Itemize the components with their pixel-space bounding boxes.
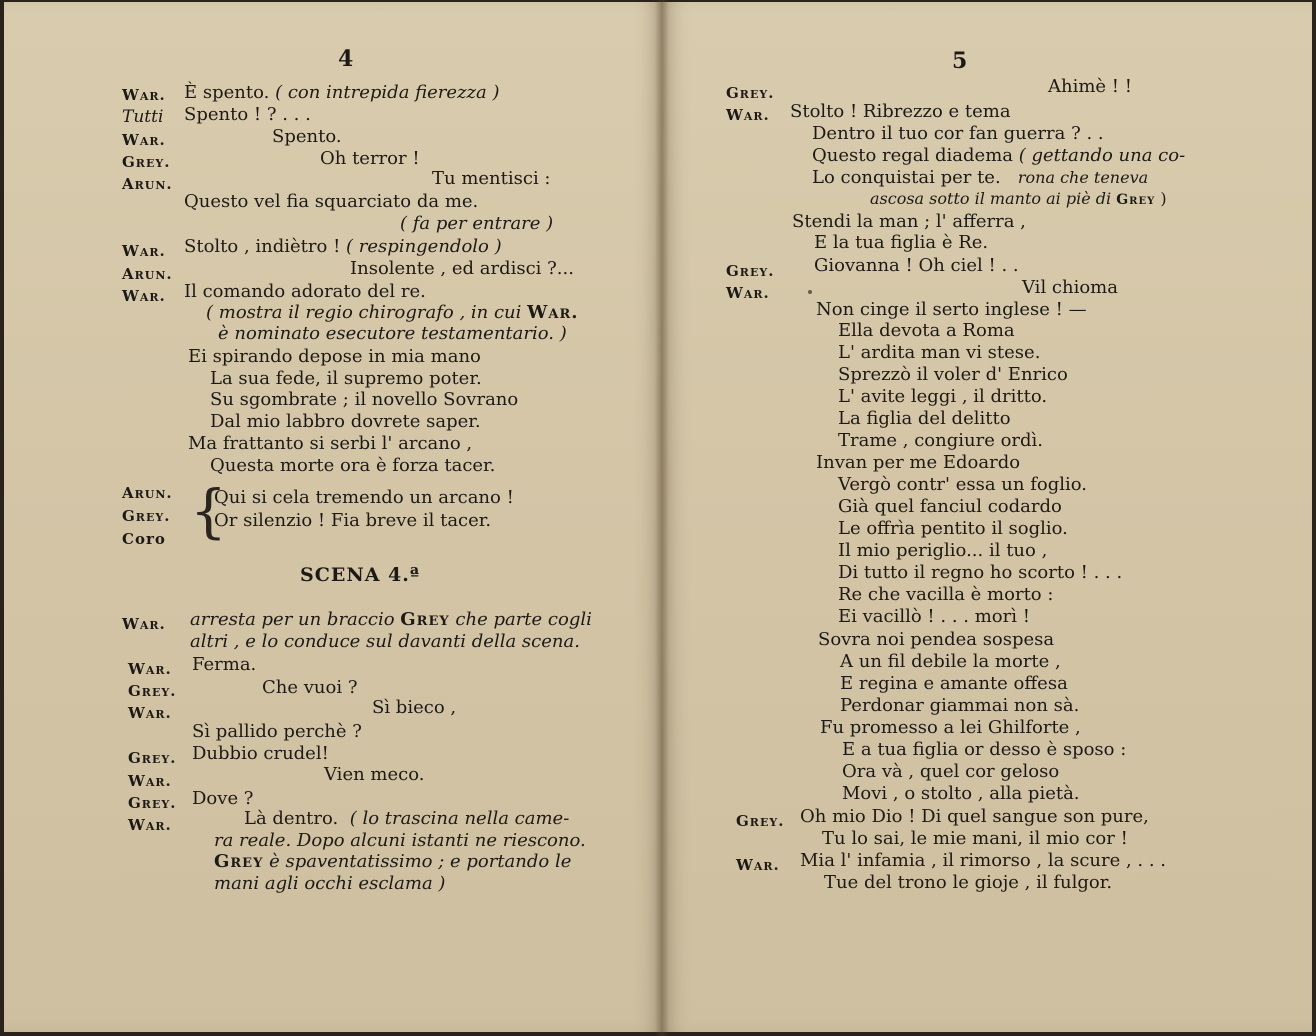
verse-line: Questo vel fia squarciato da me.: [184, 191, 479, 212]
speaker-label: Arun.: [122, 175, 173, 193]
verse-line: Invan per me Edoardo: [816, 452, 1021, 473]
speaker-label: War.: [736, 856, 780, 874]
verse-line: È spento. ( con intrepida fierezza ): [184, 82, 500, 103]
verse-line: Oh mio Dio ! Di quel sangue son pure,: [800, 806, 1149, 827]
verse-line: Vil chioma: [1022, 277, 1118, 298]
verse-line: Il comando adorato del re.: [184, 281, 426, 302]
verse-line: Or silenzio ! Fia breve il tacer.: [214, 510, 492, 531]
verse-line: Ora và , quel cor geloso: [842, 761, 1060, 782]
speaker-label: Grey.: [736, 812, 785, 830]
verse-line: L' ardita man vi stese.: [838, 342, 1041, 363]
verse-line: Dubbio crudel!: [192, 743, 329, 764]
verse-line: La figlia del delitto: [838, 408, 1011, 429]
left-page: [4, 2, 662, 1032]
verse-line: Ei vacillò ! . . . morì !: [838, 606, 1030, 627]
verse-line: Dal mio labbro dovrete saper.: [210, 411, 481, 432]
verse-line: Spento ! ? . . .: [184, 104, 311, 125]
stage-direction: ( gettando una co-: [1018, 145, 1186, 166]
verse-line: A un fil debile la morte ,: [840, 651, 1061, 672]
verse-line: Spento.: [272, 126, 342, 147]
stage-direction: arresta per un braccio Grey che parte cogli: [190, 609, 592, 630]
verse-line: Stolto ! Ribrezzo e tema: [790, 101, 1011, 122]
verse-line: Oh terror !: [320, 148, 420, 169]
speaker-label: Arun.: [122, 265, 173, 283]
speaker-label: War.: [122, 615, 166, 633]
page-number: 5: [952, 48, 968, 74]
verse-line: Giovanna ! Oh ciel ! . .: [814, 255, 1019, 276]
verse-line: Tue del trono le gioje , il fulgor.: [824, 872, 1113, 893]
stage-direction: ( fa per entrare ): [400, 213, 554, 234]
stage-direction: mani agli occhi esclama ): [214, 873, 446, 894]
verse-line: Ei spirando depose in mia mano: [188, 346, 481, 367]
verse-line: Di tutto il regno ho scorto ! . . .: [838, 562, 1123, 583]
speaker-label: Grey.: [122, 507, 171, 525]
verse-line: Dentro il tuo cor fan guerra ? . .: [812, 123, 1104, 144]
grouping-brace: {: [190, 477, 227, 545]
verse-line: Perdonar giammai non sà.: [840, 695, 1080, 716]
stage-direction: ( lo trascina nella came-: [349, 808, 570, 829]
verse-line: Sprezzò il voler d' Enrico: [838, 364, 1068, 385]
verse-line: Ma frattanto si serbi l' arcano ,: [188, 433, 473, 454]
verse-line: Sovra noi pendea sospesa: [818, 629, 1055, 650]
speaker-label: War.: [122, 86, 166, 104]
speaker-label: Grey.: [128, 794, 177, 812]
verse-line: Tu mentisci :: [432, 168, 551, 189]
verse-line: L' avite leggi , il dritto.: [838, 386, 1048, 407]
stage-direction: altri , e lo conduce sul davanti della scena.: [190, 631, 580, 652]
verse-line: Questo regal diadema ( gettando una co-: [812, 145, 1186, 166]
speaker-label: Grey.: [726, 84, 775, 102]
verse-line: Stolto , indiètro ! ( respingendolo ): [184, 236, 502, 257]
verse-line: Non cinge il serto inglese ! —: [816, 299, 1087, 320]
speaker-label: War.: [128, 772, 172, 790]
verse-line: Ferma.: [192, 654, 257, 675]
character-name: Grey: [214, 851, 264, 872]
verse-line: Il mio periglio... il tuo ,: [838, 540, 1048, 561]
stage-direction: rona che teneva: [1017, 168, 1149, 187]
verse-line: Vergò contr' essa un foglio.: [838, 474, 1087, 495]
verse-line: Lo conquistai per te. rona che teneva: [812, 167, 1149, 188]
verse-line: Insolente , ed ardisci ?...: [350, 258, 574, 279]
verse-line: Qui si cela tremendo un arcano !: [214, 487, 514, 508]
speaker-label: War.: [726, 106, 770, 124]
right-page: [662, 2, 1312, 1032]
speaker-label: Grey.: [726, 262, 775, 280]
verse-line: Tu lo sai, le mie mani, il mio cor !: [822, 828, 1128, 849]
verse-line: Su sgombrate ; il novello Sovrano: [210, 389, 519, 410]
speaker-label: Tutti: [122, 107, 164, 127]
verse-line: Questa morte ora è forza tacer.: [210, 455, 496, 476]
stage-direction: ra reale. Dopo alcuni istanti ne riescono.: [214, 830, 586, 851]
speaker-label: War.: [122, 287, 166, 305]
verse-line: Ella devota a Roma: [838, 320, 1015, 341]
stage-direction: è nominato esecutore testamentario. ): [218, 323, 567, 344]
scene-heading: SCENA 4.ª: [300, 564, 421, 586]
verse-line: Mia l' infamia , il rimorso , la scure , . . .: [800, 850, 1167, 871]
speaker-label: Grey.: [122, 153, 171, 171]
verse-line: Sì bieco ,: [372, 697, 457, 718]
character-name: War.: [527, 302, 579, 323]
page-number: 4: [338, 46, 354, 72]
verse-line: Trame , congiure ordì.: [838, 430, 1044, 451]
verse-line: Sì pallido perchè ?: [192, 721, 362, 742]
stray-mark: [808, 290, 812, 294]
verse-line: E a tua figlia or desso è sposo :: [842, 739, 1127, 760]
speaker-label: War.: [128, 660, 172, 678]
verse-line: Ahimè ! !: [1048, 76, 1132, 97]
speaker-label: War.: [122, 131, 166, 149]
verse-line: E regina e amante offesa: [840, 673, 1068, 694]
speaker-label: Grey.: [128, 749, 177, 767]
verse-line: Re che vacilla è morto :: [838, 584, 1054, 605]
character-name: Grey: [400, 609, 450, 630]
verse-line: Già quel fanciul codardo: [838, 496, 1062, 517]
verse-line: Movi , o stolto , alla pietà.: [842, 783, 1080, 804]
stage-direction: ascosa sotto il manto ai piè di Grey ): [870, 189, 1167, 208]
character-name: Grey: [1116, 192, 1156, 208]
verse-line: Vien meco.: [324, 764, 425, 785]
speaker-label: War.: [726, 284, 770, 302]
book-gutter: [655, 0, 669, 1036]
speaker-label: Arun.: [122, 484, 173, 502]
stage-direction: Grey è spaventatissimo ; e portando le: [214, 851, 572, 872]
verse-line: Le offrìa pentito il soglio.: [838, 518, 1068, 539]
speaker-label: War.: [128, 704, 172, 722]
verse-line: Là dentro. ( lo trascina nella came-: [244, 808, 570, 829]
verse-line: La sua fede, il supremo poter.: [210, 368, 482, 389]
speaker-label: War.: [128, 816, 172, 834]
speaker-label: Grey.: [128, 682, 177, 700]
verse-line: Stendi la man ; l' afferra ,: [792, 211, 1026, 232]
speaker-label: Coro: [122, 530, 166, 548]
stage-direction: ( mostra il regio chirografo , in cui War.: [206, 302, 579, 323]
verse-line: Dove ?: [192, 788, 254, 809]
stage-direction: ( con intrepida fierezza ): [275, 82, 500, 103]
stage-direction: ( respingendolo ): [346, 236, 502, 257]
verse-line: Fu promesso a lei Ghilforte ,: [820, 717, 1081, 738]
verse-line: E la tua figlia è Re.: [814, 232, 989, 253]
speaker-label: War.: [122, 242, 166, 260]
verse-line: Che vuoi ?: [262, 677, 358, 698]
